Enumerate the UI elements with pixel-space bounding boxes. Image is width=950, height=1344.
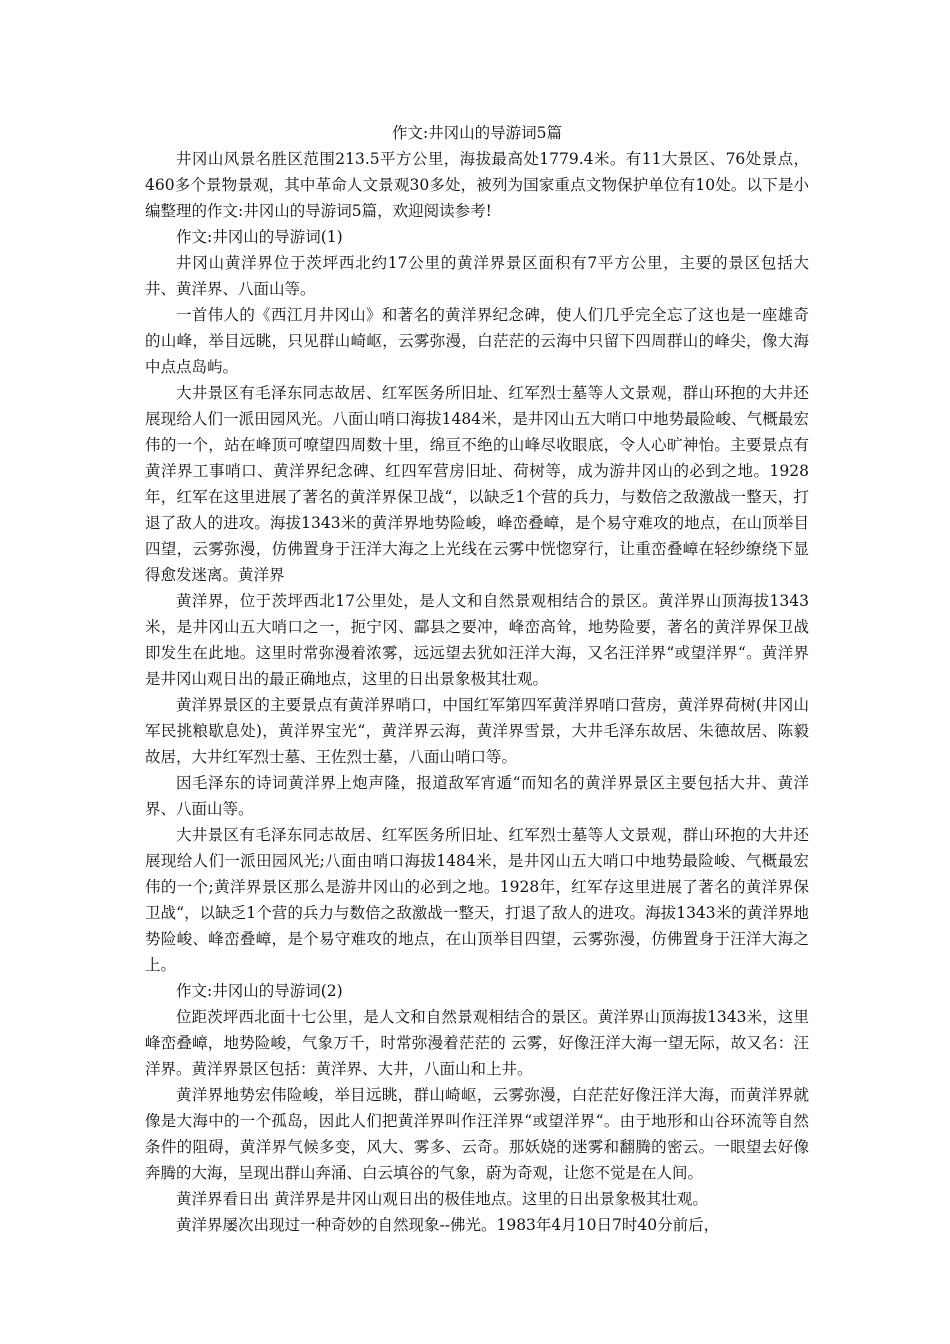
- body-paragraph: 因毛泽东的诗词黄洋界上炮声隆，报道敌军宵遁“而知名的黄洋界景区主要包括大井、黄洋界、八面山等。: [145, 774, 809, 818]
- body-paragraph: 黄洋界地势宏伟险峻，举目远眺，群山崎岖，云雾弥漫，白茫茫好像汪洋大海，而黄洋界就像是大海中的一个孤岛，因此人们把黄洋界叫作汪洋界“或望洋界“。由于地形和山谷环流等自然条件的阻碍，黄洋界气候多变，风大、雾多、云奇。那妖娆的迷雾和翻腾的密云。一眼望去好像奔腾的大海，呈现出群山奔涌、白云填谷的气象，蔚为奇观，让您不觉是在人间。: [145, 1086, 809, 1182]
- body-paragraph: 黄洋界看日出 黄洋界是井冈山观日出的极佳地点。这里的日出景象极其壮观。: [176, 1190, 708, 1208]
- body-paragraph: 井冈山黄洋界位于茨坪西北约17公里的黄洋界景区面积有7平方公里，主要的景区包括大井、黄洋界、八面山等。: [145, 254, 809, 298]
- intro-paragraph: 井冈山风景名胜区范围213.5平方公里，海拔最高处1779.4米。有11大景区、76处景点，460多个景物景观，其中革命人文景观30多处，被列为国家重点文物保护单位有10处。以下是小编整理的作文:井冈山的导游词5篇，欢迎阅读参考!: [145, 150, 809, 220]
- body-paragraph: 黄洋界，位于茨坪西北17公里处，是人文和自然景观相结合的景区。黄洋界山顶海拔1343米，是井冈山五大哨口之一，扼宁冈、酃县之要冲，峰峦高耸，地势险要，著名的黄洋界保卫战即发生在此地。这里时常弥漫着浓雾，远远望去犹如汪洋大海，又名汪洋界“或望洋界“。黄洋界是井冈山观日出的最正确地点，这里的日出景象极其壮观。: [145, 592, 809, 688]
- section-heading-1: 作文:井冈山的导游词(1): [176, 228, 343, 246]
- document-title: 作文:井冈山的导游词5篇: [391, 124, 563, 142]
- body-paragraph: 大井景区有毛泽东同志故居、红军医务所旧址、红军烈士墓等人文景观，群山环抱的大井还展现给人们一派田园风光;八面由哨口海拔1484米，是井冈山五大哨口中地势最险峻、气概最宏伟的一个;黄洋界景区那么是游井冈山的必到之地。1928年，红军存这里进展了著名的黄洋界保卫战“，以缺乏1个营的兵力与数倍之敌激战一整天，打退了敌人的进攻。海拔1343米的黄洋界地势险峻、峰峦叠嶂，是个易守难攻的地点，在山顶举目四望，云雾弥漫，仿佛置身于汪洋大海之上。: [145, 826, 809, 974]
- document-page: [145, 120, 809, 1238]
- section-heading-2: 作文:井冈山的导游词(2): [176, 982, 343, 1000]
- body-paragraph: 黄洋界景区的主要景点有黄洋界哨口，中国红军第四军黄洋界哨口营房，黄洋界荷树(井冈山军民挑粮歇息处)，黄洋界宝光“，黄洋界云海，黄洋界雪景，大井毛泽东故居、朱德故居、陈毅故居，大井红军烈士墓、王佐烈士墓，八面山哨口等。: [145, 696, 809, 766]
- body-paragraph: 大井景区有毛泽东同志故居、红军医务所旧址、红军烈士墓等人文景观，群山环抱的大井还展现给人们一派田园风光。八面山哨口海拔1484米，是井冈山五大哨口中地势最险峻、气概最宏伟的一个，站在峰顶可嘹望四周数十里，绵亘不绝的山峰尽收眼底，令人心旷神怡。主要景点有黄洋界工事哨口、黄洋界纪念碑、红四军营房旧址、荷树等，成为游井冈山的必到之地。1928年，红军在这里进展了著名的黄洋界保卫战“，以缺乏1个营的兵力，与数倍之敌激战一整天，打退了敌人的进攻。海拔1343米的黄洋界地势险峻，峰峦叠嶂，是个易守难攻的地点，在山顶举目四望，云雾弥漫，仿佛置身于汪洋大海之上光线在云雾中恍惚穿行，让重峦叠嶂在轻纱缭绕下显得愈发迷离。黄洋界: [145, 384, 809, 584]
- body-paragraph: 一首伟人的《西江月井冈山》和著名的黄洋界纪念碑，使人们几乎完全忘了这也是一座雄奇的山峰，举目远眺，只见群山崎岖，云雾弥漫，白茫茫的云海中只留下四周群山的峰尖，像大海中点点岛屿。: [145, 306, 809, 376]
- body-paragraph: 位距茨坪西北面十七公里，是人文和自然景观相结合的景区。黄洋界山顶海拔1343米，这里峰峦叠嶂，地势险峻，气象万千，时常弥漫着茫茫的 云雾，好像汪洋大海一望无际，故又名：汪洋界。黄洋界景区包括：黄洋界、大井，八面山和上井。: [145, 1008, 809, 1078]
- body-paragraph: 黄洋界屡次出现过一种奇妙的自然现象--佛光。1983年4月10日7时40分前后，: [176, 1216, 720, 1234]
